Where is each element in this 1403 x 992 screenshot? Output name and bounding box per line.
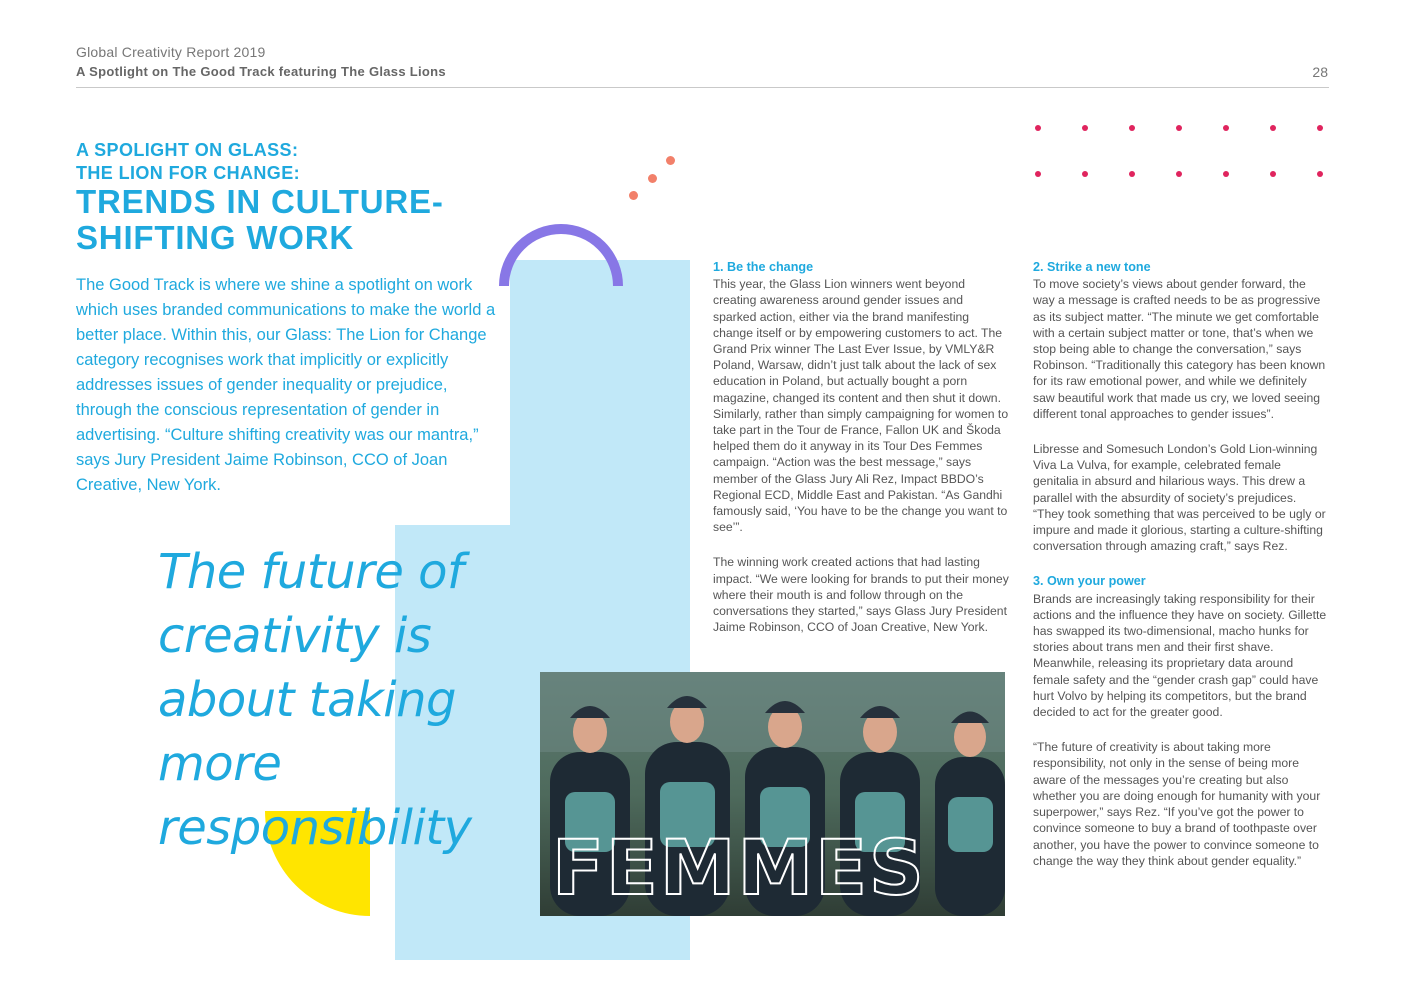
article-column-2 (1033, 259, 1329, 888)
purple-arch-decoration (499, 224, 623, 286)
dot-decoration (1270, 171, 1276, 177)
page-number: 28 (1312, 64, 1328, 80)
dot-decoration (1129, 125, 1135, 131)
dot-decoration (648, 174, 657, 183)
article-kicker (76, 139, 300, 185)
dot-grid-decoration (1032, 122, 1332, 182)
dot-decoration (1035, 125, 1041, 131)
kicker-line: A SPOLIGHT ON GLASS: (76, 140, 299, 160)
headline-line: TRENDS IN CULTURE- (76, 183, 444, 220)
dot-decoration (1223, 171, 1229, 177)
body-paragraph: Brands are increasingly taking responsibility for their actions and the influence they have on society. Gillette has swapped its two-dimensional, macho hunks for stories about trans men and their first shave. Meanwhile, releasing its proprietary data around female safety and the “gender crash gap” could have hurt Volvo by helping its competitors, but the brand decided to act for the greater good. (1033, 591, 1327, 720)
dot-decoration (1270, 125, 1276, 131)
header-divider (76, 87, 1329, 88)
femmes-overlay-text: FEMMES (552, 823, 926, 912)
article-headline (76, 184, 444, 256)
pull-quote: The future of creativity is about taking more responsibility (158, 544, 472, 856)
dot-decoration (629, 191, 638, 200)
body-paragraph: Libresse and Somesuch London’s Gold Lion-winning Viva La Vulva, for example, celebrated female genitalia in absurd and hilarious ways. This drew a parallel with the absurdity of society’s prejudices. “They took something that was perceived to be ugly or impure and made it glorious, starting a culture-shifting conversation through amazing craft,” says Rez. (1033, 442, 1326, 554)
section-heading: 3. Own your power (1033, 574, 1146, 589)
report-title: Global Creativity Report 2019 (76, 44, 266, 60)
body-paragraph: The winning work created actions that had lasting impact. “We were looking for brands to put their money where their mouth is and follow through on the conversations they started,” says Glass Jury President Jaime Robinson, CCO of Joan Creative, New York. (713, 555, 1009, 635)
body-paragraph: “The future of creativity is about taking more responsibility, not only in the sense of being more aware of the messages you’re creating but also whether you are doing enough for humanity with your superpower,” says Rez. “If you’ve got the power to convince someone to buy a brand of toothpaste over another, you have the power to convince someone to change the way they think about gender equality.” (1033, 740, 1321, 868)
headline-line: SHIFTING WORK (76, 219, 355, 256)
body-paragraph: To move society’s views about gender forward, the way a message is crafted needs to be as progressive as its subject matter. “The minute we get comfortable with a certain subject matter or tone, that’s when we stop being able to change the conversation,” says Robinson. “Traditionally this category has been known for its raw emotional power, and while we definitely saw beautiful work that made us cry, we loved seeing different tonal approaches to gender issues”. (1033, 277, 1326, 421)
dot-decoration (1317, 171, 1323, 177)
section-title: A Spotlight on The Good Track featuring The Glass Lions (76, 64, 446, 79)
intro-paragraph: The Good Track is where we shine a spotlight on work which uses branded communications to make the world a better place. Within this, our Glass: The Lion for Change category recognises work that implicitly or explicitly addresses issues of gender inequality or prejudice, through the conscious representation of gender in advertising. “Culture shifting creativity was our mantra,” says Jury President Jaime Robinson, CCO of Joan Creative, New York. (76, 276, 496, 494)
dot-decoration (666, 156, 675, 165)
cyclists-photo (540, 672, 1005, 916)
dot-decoration (1129, 171, 1135, 177)
dot-decoration (1082, 125, 1088, 131)
section-heading: 2. Strike a new tone (1033, 260, 1151, 274)
kicker-line: THE LION FOR CHANGE: (76, 163, 300, 183)
section-heading: 1. Be the change (713, 260, 814, 274)
body-paragraph: This year, the Glass Lion winners went beyond creating awareness around gender issues and sparked action, either via the brand manifesting change itself or by empowering customers to act. The Grand Prix winner The Last Ever Issue, by VMLY&R Poland, Warsaw, didn’t just talk about the lack of sex education in Poland, but actually bought a porn magazine, changed its content and then shut it down. Similarly, rather than simply campaigning for women to take part in the Tour de France, Fallon UK and Škoda helped them do it anyway in its Tour Des Femmes campaign. “Action was the best message,” says member of the Glass Jury Ali Rez, Impact BBDO’s Regional ECD, Middle East and Pakistan. “As Gandhi famously said, ‘You have to be the change you want to see’”. (713, 277, 1009, 535)
dot-decoration (1176, 125, 1182, 131)
dot-decoration (1035, 171, 1041, 177)
dot-decoration (1176, 171, 1182, 177)
dot-decoration (1082, 171, 1088, 177)
dot-decoration (1223, 125, 1229, 131)
dot-decoration (1317, 125, 1323, 131)
article-column-1 (713, 259, 1009, 654)
